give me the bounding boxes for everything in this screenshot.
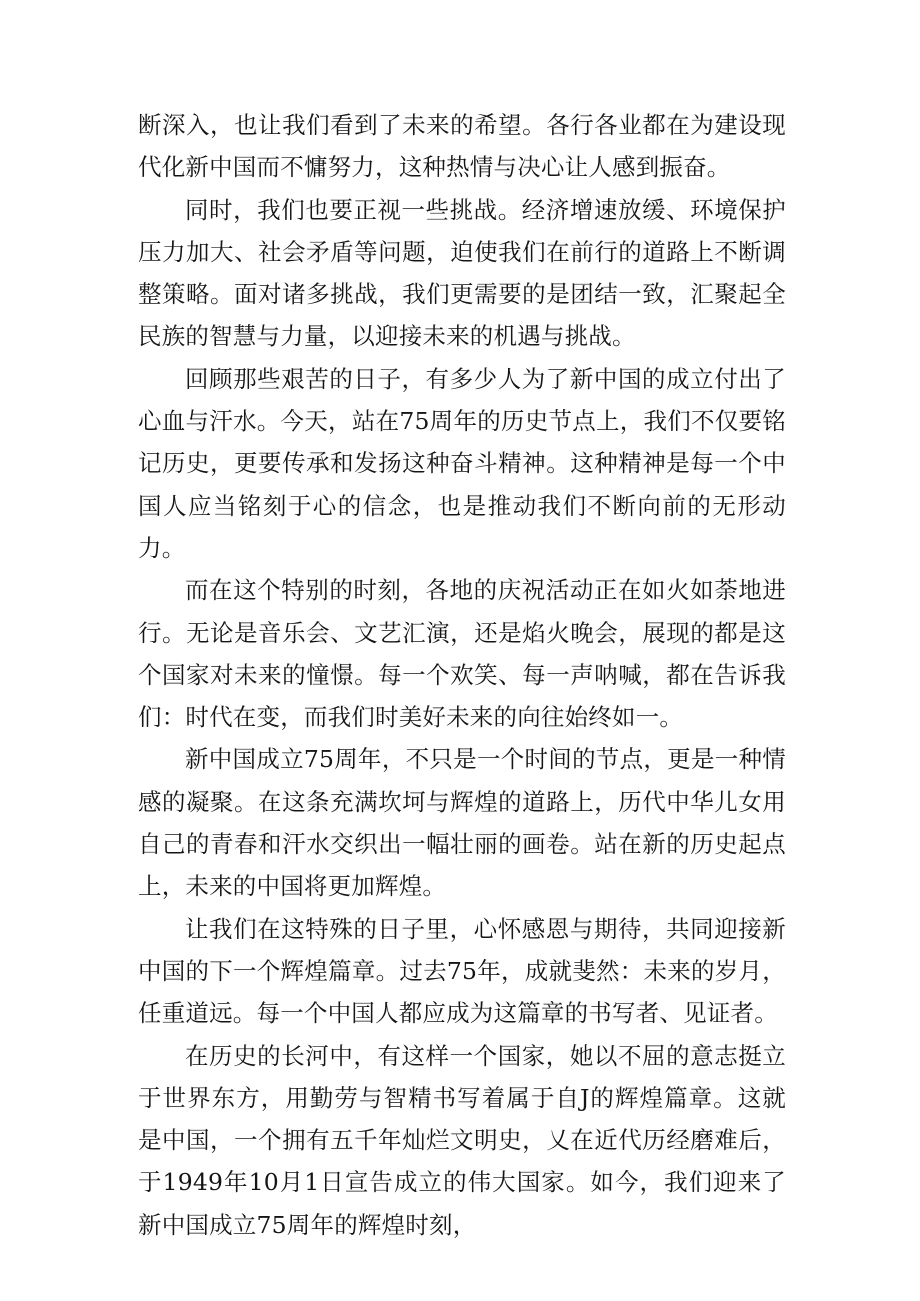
paragraph-2: 同时，我们也要正视一些挑战。经济增速放缓、环境保护压力加大、社会矛盾等问题，迫使我们在前行的道路上不断调整策略。面对诸多挑战，我们更需要的是团结一致，汇聚起全民族的智慧与力量，以迎接未来的机遇与挑战。 (138, 195, 786, 351)
paragraph-3: 回顾那些艰苦的日子，有多少人为了新中国的成立付出了心血与汗水。今天，站在75周年的历史节点上，我们不仅要铭记历史，更要传承和发扬这种奋斗精神。这种精神是每一个中国人应当铭刻于心的信念，也是推动我们不断向前的无形动力。 (138, 364, 786, 562)
paragraph-4: 而在这个特别的时刻，各地的庆祝活动正在如火如荼地进行。无论是音乐会、文艺汇演，还是焰火晚会，展现的都是这个国家对未来的憧憬。每一个欢笑、每一声呐喊，都在告诉我们：时代在变，而我们时美好未来的向往始终如一。 (138, 576, 786, 732)
paragraph-5: 新中国成立75周年，不只是一个时间的节点，更是一种情感的凝聚。在这条充满坎坷与辉煌的道路上，历代中华儿女用自己的青春和汗水交织出一幅壮丽的画卷。站在新的历史起点上，未来的中国将更加辉煌。 (138, 745, 786, 901)
document-body (138, 104, 786, 1246)
paragraph-6: 让我们在这特殊的日子里，心怀感恩与期待，共同迎接新中国的下一个辉煌篇章。过去75年，成就斐然：未来的岁月，任重道远。每一个中国人都应成为这篇章的书写者、见证者。 (138, 914, 786, 1028)
paragraph-1: 断深入，也让我们看到了未来的希望。各行各业都在为建设现代化新中国而不慵努力，这种热情与决心让人感到振奋。 (138, 111, 786, 182)
paragraph-7: 在历史的长河中，有这样一个国家，她以不屈的意志挺立于世界东方，用勤劳与智精书写着属于自J的辉煌篇章。这就是中国，一个拥有五千年灿烂文明史，乂在近代历经磨难后，于1949年10月1日宣告成立的伟大国家。如今，我们迎来了新中国成立75周年的辉煌时刻， (138, 1041, 786, 1239)
